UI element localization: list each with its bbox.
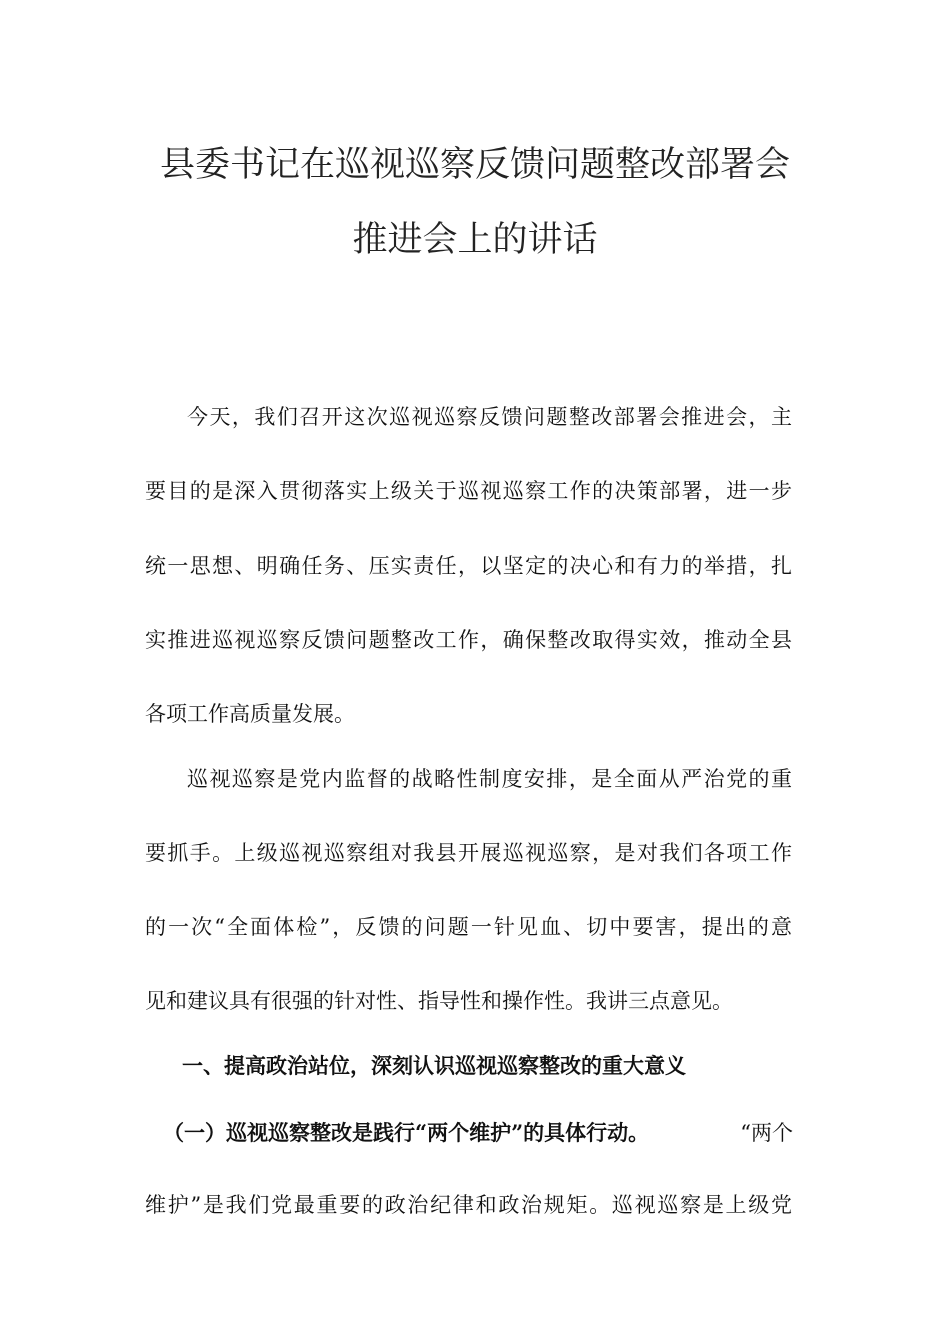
text-line: 见和建议具有很强的针对性、指导性和操作性。我讲三点意见。 xyxy=(145,989,733,1013)
section-heading: 一、提高政治站位，深刻认识巡视巡察整改的重大意义 xyxy=(182,1053,686,1078)
text-line xyxy=(163,1120,793,1146)
text-line: 维护”是我们党最重要的政治纪律和政治规矩。巡视巡察是上级党 xyxy=(145,1193,792,1217)
title-line-1: 县委书记在巡视巡察反馈问题整改部署会 xyxy=(159,145,790,185)
text-line: 统一思想、明确任务、压实责任，以坚定的决心和有力的举措，扎 xyxy=(145,554,792,578)
text-line: 的一次“全面体检”，反馈的问题一针见血、切中要害，提出的意 xyxy=(145,915,792,939)
text-line: 实推进巡视巡察反馈问题整改工作，确保整改取得实效，推动全县 xyxy=(145,628,792,652)
text-fragment: “两个 xyxy=(740,1121,793,1145)
text-line: 要目的是深入贯彻落实上级关于巡视巡察工作的决策部署，进一步 xyxy=(145,479,792,503)
text-line: 巡视巡察是党内监督的战略性制度安排，是全面从严治党的重 xyxy=(187,767,792,791)
text-line: 要抓手。上级巡视巡察组对我县开展巡视巡察，是对我们各项工作 xyxy=(145,841,792,865)
text-line: 今天，我们召开这次巡视巡察反馈问题整改部署会推进会，主 xyxy=(187,405,792,429)
text-line: 各项工作高质量发展。 xyxy=(145,702,355,726)
title-line-2: 推进会上的讲话 xyxy=(352,220,598,260)
subheading: （一）巡视巡察整改是践行“两个维护”的具体行动。 xyxy=(163,1120,650,1145)
